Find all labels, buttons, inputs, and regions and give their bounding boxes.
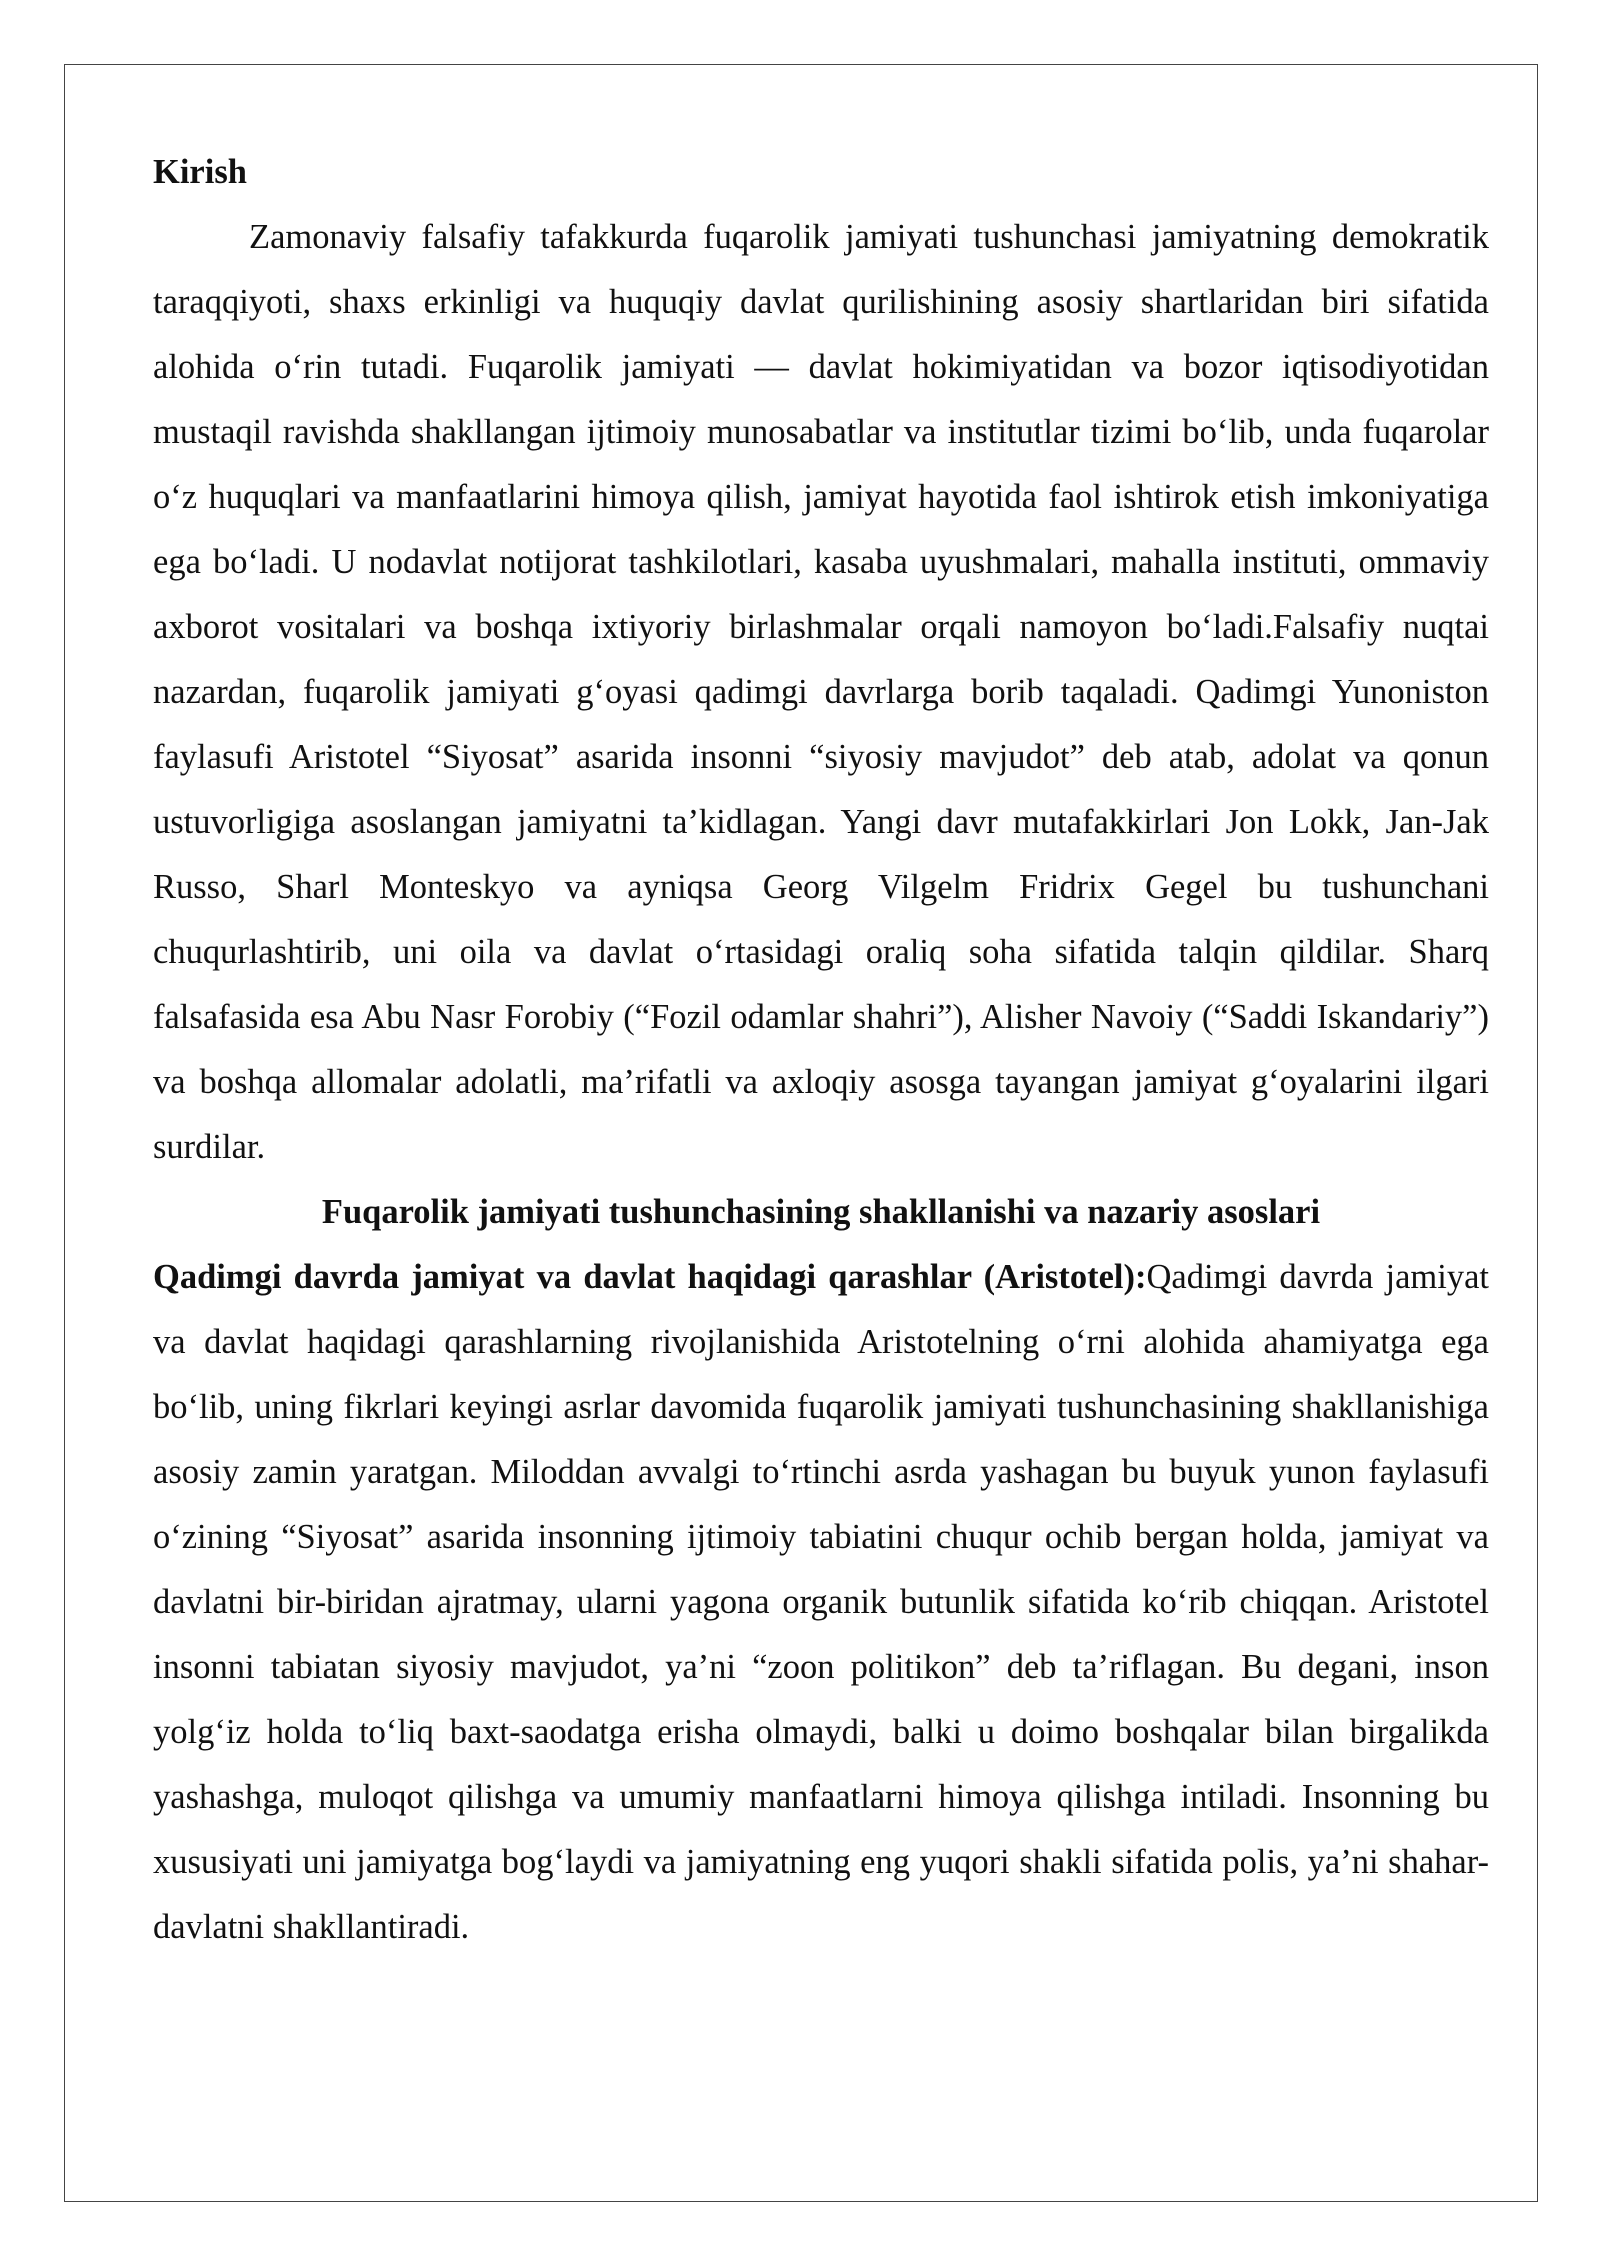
intro-paragraph: Zamonaviy falsafiy tafakkurda fuqarolik jamiyati tushunchasi jamiyatning demokratik taraqqiyoti, shaxs erkinligi va huquqiy davlat qurilishining asosiy shartlaridan biri sifatida alohida o‘rin tutadi. Fuqarolik jamiyati — davlat hokimiyatidan va bozor iqtisodiyotidan mustaqil ravishda shakllangan ijtimoiy munosabatlar va institutlar tizimi bo‘lib, unda fuqarolar o‘z huquqlari va manfaatlarini himoya qilish, jamiyat hayotida faol ishtirok etish imkoniyatiga ega bo‘ladi. U nodavlat notijorat tashkilotlari, kasaba uyushmalari, mahalla instituti, ommaviy axborot vositalari va boshqa ixtiyoriy birlashmalar orqali namoyon bo‘ladi.Falsafiy nuqtai nazardan, fuqarolik jamiyati g‘oyasi qadimgi davrlarga borib taqaladi. Qadimgi Yunoniston faylasufi Aristotel “Siyosat” asarida insonni “siyosiy mavjudot” deb atab, adolat va qonun ustuvorligiga asoslangan jamiyatni ta’kidlagan. Yangi davr mutafakkirlari Jon Lokk, Jan-Jak Russo, Sharl Monteskyo va ayniqsa Georg Vilgelm Fridrix Gegel bu tushunchani chuqurlashtirib, uni oila va davlat o‘rtasidagi oraliq soha sifatida talqin qildilar. Sharq falsafasida esa Abu Nasr Forobiy (“Fozil odamlar shahri”), Alisher Navoiy (“Saddi Iskandariy”) va boshqa allomalar adolatli, ma’rifatli va axloqiy asosga tayangan jamiyat g‘oyalarini ilgari surdilar. [153, 218, 1489, 1166]
document-body [153, 140, 1489, 1960]
subsection-paragraph [153, 1245, 1489, 1960]
subsection-lead: Qadimgi davrda jamiyat va davlat haqidagi qarashlar (Aristotel): [153, 1258, 1147, 1296]
intro-heading: Kirish [153, 153, 247, 191]
section-heading: Fuqarolik jamiyati tushunchasining shakllanishi va nazariy asoslari [321, 1193, 1321, 1231]
subsection-text: Qadimgi davrda jamiyat va davlat haqidagi qarashlarning rivojlanishida Aristotelning o‘rni alohida ahamiyatga ega bo‘lib, uning fikrlari keyingi asrlar davomida fuqarolik jamiyati tushunchasining shakllanishiga asosiy zamin yaratgan. Miloddan avvalgi to‘rtinchi asrda yashagan bu buyuk yunon faylasufi o‘zining “Siyosat” asarida insonning ijtimoiy tabiatini chuqur ochib bergan holda, jamiyat va davlatni bir-biridan ajratmay, ularni yagona organik butunlik sifatida ko‘rib chiqqan. Aristotel insonni tabiatan siyosiy mavjudot, ya’ni “zoon politikon” deb ta’riflagan. Bu degani, inson yolg‘iz holda to‘liq baxt-saodatga erisha olmaydi, balki u doimo boshqalar bilan birgalikda yashashga, muloqot qilishga va umumiy manfaatlarni himoya qilishga intiladi. Insonning bu xususiyati uni jamiyatga bog‘laydi va jamiyatning eng yuqori shakli sifatida polis, ya’ni shahar-davlatni shakllantiradi. [153, 1258, 1489, 1946]
